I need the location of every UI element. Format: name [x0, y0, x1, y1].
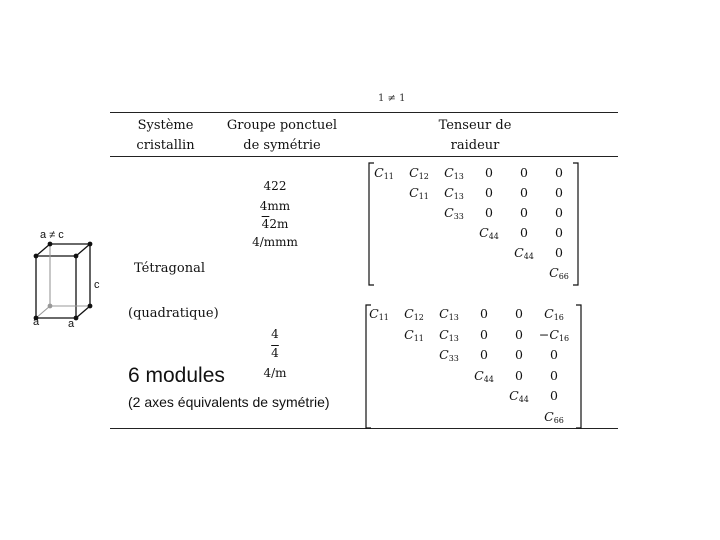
- matrix-cell: 0: [520, 205, 528, 220]
- matrix-cell: $C_{66}$: [544, 408, 564, 425]
- header-group-line2: de symétrie: [243, 138, 321, 153]
- matrix-cell: 0: [550, 388, 558, 403]
- matrix-cell: $C_{44}$: [509, 388, 529, 404]
- matrix-cell: 0: [555, 225, 563, 240]
- matrix-cell: $C_{13}$: [444, 185, 464, 201]
- matrix-cell: $C_{13}$: [439, 306, 459, 322]
- point-group: 4: [271, 327, 279, 341]
- caption-subtitle: (2 axes équivalents de symétrie): [128, 394, 330, 410]
- header-tensor-line1: Tenseur de: [438, 118, 512, 133]
- matrix-cell: $C_{44}$: [479, 225, 499, 241]
- header-system-line2: cristallin: [136, 138, 195, 153]
- header-tensor-line2: raideur: [450, 138, 500, 153]
- matrix-cell: 0: [515, 347, 523, 362]
- cell-label-a-right: a: [68, 318, 75, 330]
- matrix-cell: 0: [485, 165, 493, 180]
- matrix-cell: 0: [555, 245, 563, 260]
- matrix-cell: 0: [550, 347, 558, 362]
- matrix-cell: $C_{33}$: [444, 205, 464, 221]
- matrix-cell: 0: [485, 205, 493, 220]
- system-alt-name: (quadratique): [128, 306, 219, 321]
- header-group-line1: Groupe ponctuel: [226, 118, 338, 133]
- matrix-cell: 0: [480, 326, 488, 342]
- matrix-cell: 0: [515, 326, 523, 342]
- matrix-cell: $C_{11}$: [369, 306, 389, 322]
- point-group-bar-digit: 4: [261, 217, 270, 231]
- matrix-cell: 0: [485, 185, 493, 200]
- matrix-cell: $C_{33}$: [439, 347, 459, 363]
- matrix-cell: 0: [515, 367, 523, 383]
- cell-label-a-neq-c: a ≠ c: [40, 229, 64, 241]
- matrix-cell: 0: [555, 185, 563, 200]
- cell-label-c: c: [94, 279, 100, 291]
- point-group: 4mm: [259, 199, 291, 213]
- cell-label-a-left: a: [33, 316, 40, 328]
- matrix-cell: $C_{44}$: [514, 245, 534, 261]
- header-system-line1: Système: [137, 118, 194, 133]
- matrix-cell: $C_{12}$: [404, 306, 424, 322]
- matrix-cell: $-C_{16}$: [538, 326, 570, 343]
- matrix-cell: 0: [515, 306, 523, 321]
- point-group-bar-digit: 4: [271, 346, 279, 360]
- matrix-cell: 0: [480, 306, 488, 321]
- bottom-matrix-right-bracket: [576, 305, 581, 428]
- matrix-cell: 0: [555, 205, 563, 220]
- point-group: 4/m: [263, 366, 287, 380]
- top-matrix-left-bracket: [369, 163, 374, 285]
- matrix-cell: $C_{12}$: [409, 165, 429, 181]
- matrix-cell: 0: [520, 185, 528, 200]
- top-fragment: 1 ≠ 1: [378, 93, 406, 104]
- system-name: Tétragonal: [134, 261, 205, 276]
- caption-title: 6 modules: [128, 364, 225, 387]
- matrix-cell: 0: [520, 225, 528, 240]
- matrix-cell: 0: [550, 367, 558, 383]
- matrix-cell: $C_{44}$: [474, 367, 494, 384]
- matrix-cell: 0: [555, 165, 563, 180]
- matrix-cell: $C_{13}$: [439, 326, 459, 343]
- point-group: 4/mmm: [252, 235, 298, 249]
- tetragonal-cell-diagram: [28, 240, 100, 324]
- bottom-matrix-left-bracket: [366, 305, 371, 428]
- matrix-cell: $C_{16}$: [544, 306, 564, 322]
- point-group: 422: [263, 179, 287, 193]
- matrix-cell: 0: [480, 347, 488, 362]
- matrix-cell: $C_{11}$: [374, 165, 394, 181]
- point-group-bar-rest: 2m: [269, 217, 289, 231]
- matrix-cell: $C_{13}$: [444, 165, 464, 181]
- matrix-cell: $C_{11}$: [409, 185, 429, 201]
- matrix-cell: $C_{66}$: [549, 265, 569, 281]
- matrix-cell: 0: [520, 165, 528, 180]
- matrix-cell: $C_{11}$: [404, 326, 424, 343]
